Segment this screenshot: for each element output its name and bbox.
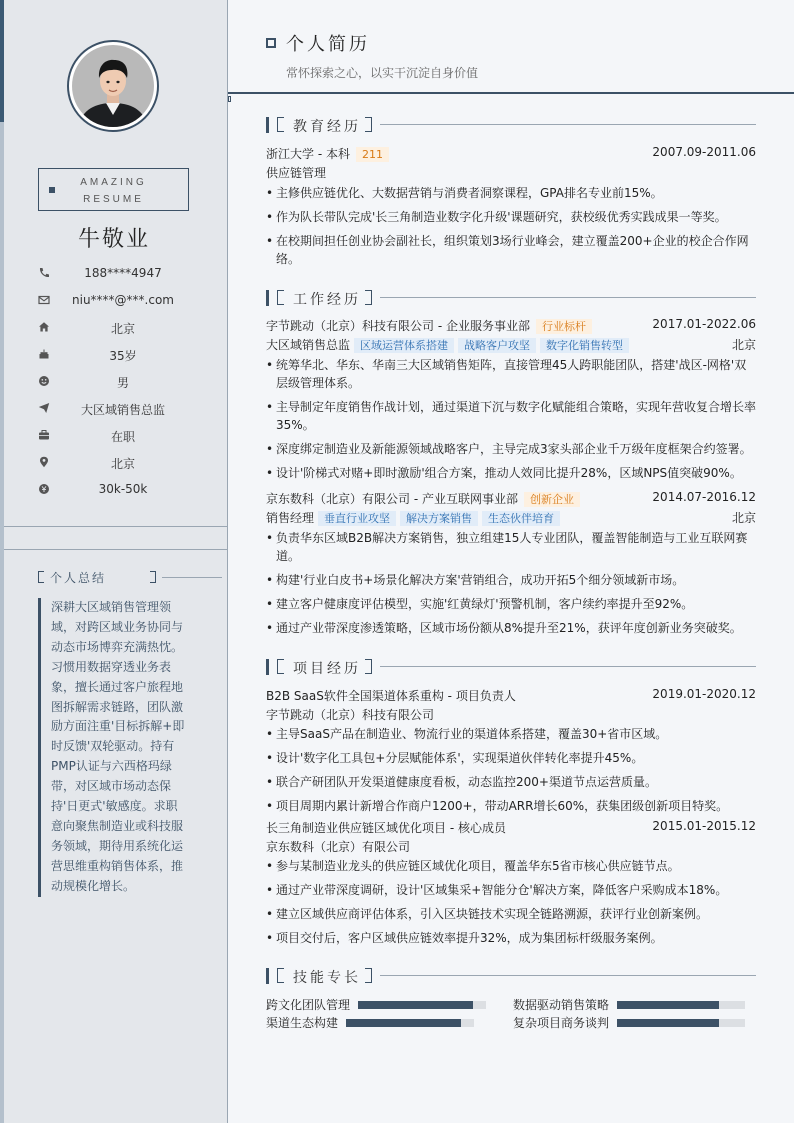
contact-text: 北京 (110, 322, 135, 336)
company-name: 京东数科（北京）有限公司 - 产业互联网事业部 (266, 492, 518, 506)
list-item: • 构建'行业白皮书+场景化解决方案'营销组合，成功开拓5个细分领域新市场。 (266, 571, 756, 589)
skill-tag: 生态伙伴培育 (482, 511, 560, 526)
title-square-icon (266, 38, 276, 48)
header-rule (228, 92, 794, 94)
job-role: 销售经理 (266, 511, 315, 525)
sidebar-divider (4, 549, 227, 550)
skill-item (266, 996, 488, 1014)
major: 供应链管理 (266, 166, 327, 180)
section-bar (266, 290, 269, 306)
contact-status (0, 426, 228, 453)
list-item: • 统筹华北、华东、华南三大区域销售矩阵，直接管理45人跨职能团队，搭建'战区-网格'双层级管理体系。 (266, 356, 756, 392)
contact-list (0, 264, 228, 507)
project-org: 京东数科（北京）有限公司 (266, 840, 411, 854)
list-item: • 联合产研团队开发渠道健康度看板，动态监控200+渠道节点运营质量。 (266, 773, 756, 791)
contact-text: 35岁 (109, 349, 137, 363)
contact-target-role (0, 399, 228, 426)
skill-tag: 战略客户攻坚 (458, 338, 536, 353)
job-city: 北京 (731, 338, 756, 352)
badge-line-1: AMAZING (80, 177, 147, 188)
entry-header (266, 490, 756, 509)
sidebar-edge-strip (0, 0, 4, 1123)
project-name: 长三角制造业供应链区域优化项目 - 核心成员 (266, 821, 506, 835)
company-tag: 创新企业 (524, 492, 580, 507)
list-item: • 负责华东区域B2B解决方案销售，独立组建15人专业团队，覆盖智能制造与工业互联网赛道。 (266, 529, 756, 565)
bracket-right-icon (365, 968, 372, 983)
list-item: • 在校期间担任创业协会副社长，组织策划3场行业峰会，建立覆盖200+企业的校企合作网络。 (266, 232, 756, 268)
section-heading-work (266, 289, 756, 307)
entry-header (266, 317, 756, 336)
bracket-left-icon (277, 290, 284, 305)
contact-email (0, 291, 228, 318)
entry-subheader (266, 838, 756, 855)
list-item: • 项目交付后，客户区域供应链效率提升32%，成为集团标杆级服务案例。 (266, 929, 756, 947)
section-bar (266, 968, 269, 984)
contact-text: 在职 (110, 430, 135, 444)
skill-bar-fill (617, 1001, 719, 1009)
bracket-right-icon (150, 571, 156, 583)
bullet-list (266, 356, 756, 482)
contact-text: 男 (116, 376, 129, 390)
project-name: B2B SaaS软件全国渠道体系重构 - 项目负责人 (266, 689, 516, 703)
list-item: • 主修供应链优化、大数据营销与消费者洞察课程，GPA排名专业前15%。 (266, 184, 756, 202)
bracket-left-icon (38, 571, 44, 583)
entry-dates: 2019.01-2020.12 (652, 687, 756, 701)
list-item: • 设计'数字化工具包+分层赋能体系'，实现渠道伙伴转化率提升45%。 (266, 749, 756, 767)
contact-phone (0, 264, 228, 291)
section-title: 工作经历 (293, 292, 361, 308)
bracket-right-icon (365, 290, 372, 305)
entry-header (266, 145, 756, 164)
bracket-left-icon (277, 659, 284, 674)
project-entry (266, 687, 756, 821)
list-item: • 建立客户健康度评估模型，实施'红黄绿灯'预警机制，客户续约率提升至92%。 (266, 595, 756, 613)
list-item: • 参与某制造业龙头的供应链区域优化项目，覆盖华东5省市核心供应链节点。 (266, 857, 756, 875)
list-item: • 作为队长带队完成'长三角制造业数字化升级'课题研究，获校级优秀实践成果一等奖。 (266, 208, 756, 226)
entry-dates: 2007.09-2011.06 (652, 145, 756, 159)
entry-header (266, 819, 756, 838)
summary-text: 深耕大区域销售管理领域，对跨区域业务协同与动态市场博弈充满热忱。习惯用数据穿透业务表象，擅长通过客户旅程地图拆解需求链路，团队激励方面注重'目标拆解+即时反馈'双轮驱动。持有PMP认证与六西格玛绿带，对区域市场动态保持'日更式'敏感度。求职意向聚焦制造业或科技服务领域，期待用系统化运营思维重构销售体系，推动规模化增长。 (38, 598, 188, 897)
section-title: 技能专长 (293, 970, 361, 986)
skill-tag: 区域运营体系搭建 (354, 338, 454, 353)
section-rule (380, 666, 756, 667)
work-entry (266, 317, 756, 488)
company-name: 字节跳动（北京）科技有限公司 - 企业服务事业部 (266, 319, 530, 333)
bracket-right-icon (365, 117, 372, 132)
entry-subheader (266, 706, 756, 723)
skill-item (513, 996, 745, 1014)
badge-line-2: RESUME (83, 194, 144, 205)
section-heading-education (266, 116, 756, 134)
sidebar (0, 0, 228, 1123)
sidebar-divider (4, 526, 227, 527)
bracket-left-icon (277, 968, 284, 983)
contact-hometown (0, 318, 228, 345)
summary-title: 个人总结 (50, 571, 107, 585)
project-org: 字节跳动（北京）科技有限公司 (266, 708, 435, 722)
contact-text: 大区域销售总监 (80, 403, 165, 417)
bullet-list (266, 725, 756, 815)
section-title: 项目经历 (293, 661, 361, 677)
section-heading-projects (266, 658, 756, 676)
entry-dates: 2014.07-2016.12 (652, 490, 756, 504)
skill-tag: 数字化销售转型 (540, 338, 629, 353)
skill-name: 渠道生态构建 (266, 1016, 339, 1030)
project-entry (266, 819, 756, 953)
bullet-list (266, 184, 756, 268)
job-role: 大区域销售总监 (266, 338, 351, 352)
education-entry (266, 145, 756, 274)
skill-item (266, 1014, 488, 1032)
section-rule (380, 124, 756, 125)
list-item: • 通过产业带深度调研，设计'区域集采+智能分仓'解决方案，降低客户采购成本18%。 (266, 881, 756, 899)
avatar (67, 40, 159, 132)
section-rule (380, 975, 756, 976)
candidate-name: 牛敬业 (77, 227, 150, 252)
entry-header (266, 687, 756, 706)
skill-bar-fill (617, 1019, 719, 1027)
avatar-portrait-image (72, 45, 154, 127)
contact-gender (0, 372, 228, 399)
skill-tag: 解决方案销售 (400, 511, 478, 526)
contact-salary (0, 480, 228, 507)
summary-heading (38, 569, 188, 585)
school-tag: 211 (356, 147, 389, 162)
entry-subheader (266, 336, 756, 354)
contact-text: 30k-50k (98, 482, 148, 496)
contact-text: 188****4947 (84, 266, 162, 280)
contact-location (0, 453, 228, 480)
page-title: 个人简历 (286, 34, 370, 55)
list-item: • 设计'阶梯式对赌+即时激励'组合方案，推动人效同比提升28%，区域NPS值突破90%。 (266, 464, 756, 482)
page-subtitle: 常怀探索之心，以实干沉淀自身价值 (286, 66, 479, 80)
entry-subheader (266, 509, 756, 527)
badge-square-icon (49, 187, 55, 193)
list-item: • 通过产业带深度渗透策略，区域市场份额从8%提升至21%，获评年度创新业务突破奖。 (266, 619, 756, 637)
work-entry (266, 490, 756, 643)
section-rule (380, 297, 756, 298)
contact-text: niu****@***.com (72, 293, 174, 307)
skill-bar-fill (358, 1001, 473, 1009)
skill-bar-track (358, 1001, 486, 1009)
bullet-list (266, 857, 756, 947)
resume-badge (38, 168, 189, 211)
skill-name: 数据驱动销售策略 (513, 998, 610, 1012)
job-city: 北京 (731, 511, 756, 525)
skill-item (513, 1014, 745, 1032)
section-title: 教育经历 (293, 119, 361, 135)
skill-bar-track (617, 1001, 745, 1009)
list-item: • 主导制定年度销售作战计划，通过渠道下沉与数字化赋能组合策略，实现年营收复合增长率35%。 (266, 398, 756, 434)
skill-bar-track (346, 1019, 474, 1027)
skill-name: 复杂项目商务谈判 (513, 1016, 610, 1030)
contact-text: 北京 (110, 457, 135, 471)
section-bar (266, 117, 269, 133)
list-item: • 项目周期内累计新增合作商户1200+，带动ARR增长60%，获集团级创新项目特奖。 (266, 797, 756, 815)
entry-subheader (266, 164, 756, 182)
section-bar (266, 659, 269, 675)
skill-tag: 垂直行业攻坚 (318, 511, 396, 526)
school-name: 浙江大学 - 本科 (266, 147, 350, 161)
skill-name: 跨文化团队管理 (266, 998, 351, 1012)
company-tag: 行业标杆 (536, 319, 592, 334)
list-item: • 建立区域供应商评估体系，引入区块链技术实现全链路溯源，获评行业创新案例。 (266, 905, 756, 923)
section-heading-skills (266, 967, 756, 985)
entry-dates: 2015.01-2015.12 (652, 819, 756, 833)
entry-dates: 2017.01-2022.06 (652, 317, 756, 331)
list-item: • 深度绑定制造业及新能源领域战略客户，主导完成3家头部企业千万级年度框架合约签署。 (266, 440, 756, 458)
skill-bar-track (617, 1019, 745, 1027)
header-rule-tick (228, 96, 231, 102)
skill-bar-fill (346, 1019, 461, 1027)
bullet-list (266, 529, 756, 637)
contact-age (0, 345, 228, 372)
bracket-right-icon (365, 659, 372, 674)
list-item: • 主导SaaS产品在制造业、物流行业的渠道体系搭建，覆盖30+省市区域。 (266, 725, 756, 743)
heading-rule (162, 577, 222, 578)
bracket-left-icon (277, 117, 284, 132)
